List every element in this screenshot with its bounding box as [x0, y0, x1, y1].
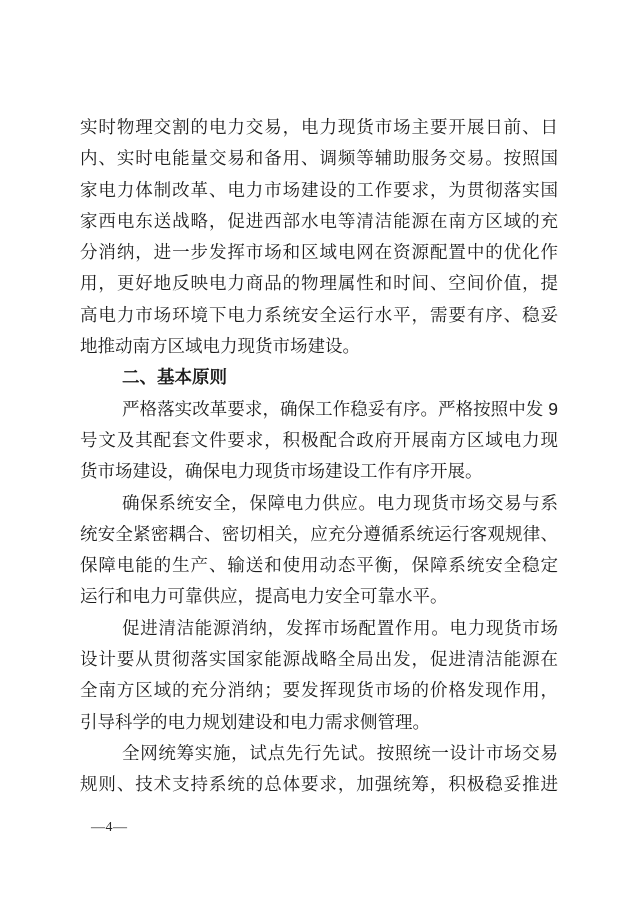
- text-line: 号文及其配套文件要求，积极配合政府开展南方区域电力现: [80, 429, 558, 450]
- text-line: 设计要从贯彻落实国家能源战略全局出发，促进清洁能源在: [80, 649, 558, 670]
- text-line: 保障电能的生产、输送和使用动态平衡，保障系统安全稳定: [80, 555, 558, 576]
- text-line: 引导科学的电力规划建设和电力需求侧管理。: [80, 711, 430, 732]
- text-line: 货市场建设，确保电力现货市场建设工作有序开展。: [80, 461, 483, 482]
- text-line: 高电力市场环境下电力系统安全运行水平，需要有序、稳妥: [80, 304, 558, 325]
- text-line: 地推动南方区域电力现货市场建设。: [80, 336, 360, 357]
- text-line: 分消纳，进一步发挥市场和区域电网在资源配置中的优化作: [80, 242, 558, 263]
- text-line: 确保系统安全，保障电力供应。电力现货市场交易与系: [122, 492, 558, 513]
- text-block: [80, 112, 558, 801]
- text-line: 规则、技术支持系统的总体要求，加强统筹，积极稳妥推进: [80, 774, 558, 795]
- text-line: 严格落实改革要求，确保工作稳妥有序。严格按照中发 9: [122, 398, 558, 419]
- text-line: 家西电东送战略，促进西部水电等清洁能源在南方区域的充: [80, 210, 558, 231]
- text-line: 内、实时电能量交易和备用、调频等辅助服务交易。按照国: [80, 148, 558, 169]
- text-line: 家电力体制改革、电力市场建设的工作要求，为贯彻落实国: [80, 179, 558, 200]
- text-line: 运行和电力可靠供应，提高电力安全可靠水平。: [80, 586, 448, 607]
- text-line: 统安全紧密耦合、密切相关，应充分遵循系统运行客观规律、: [80, 523, 558, 544]
- text-line: 全网统筹实施，试点先行先试。按照统一设计市场交易: [122, 742, 558, 763]
- page-number: —4—: [91, 820, 128, 835]
- text-line: 实时物理交割的电力交易，电力现货市场主要开展日前、日: [80, 117, 558, 137]
- text-line: 促进清洁能源消纳，发挥市场配置作用。电力现货市场: [122, 617, 558, 638]
- text-line: 用，更好地反映电力商品的物理属性和时间、空间价值，提: [80, 273, 558, 294]
- section-heading: 二、基本原则: [122, 367, 227, 388]
- text-line: 全南方区域的充分消纳；要发挥现货市场的价格发现作用，: [80, 680, 558, 701]
